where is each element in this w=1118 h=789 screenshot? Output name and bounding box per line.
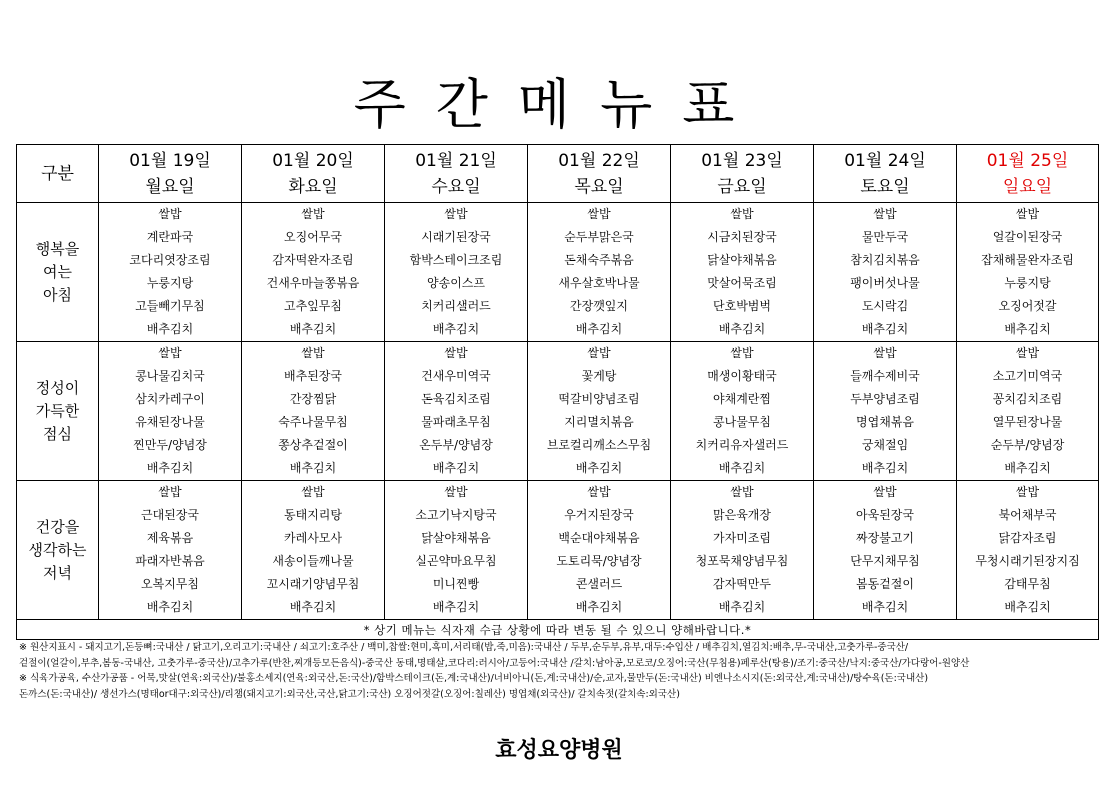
menu-cell: [242, 342, 385, 481]
menu-item: 감자떡만두: [713, 577, 771, 591]
day-header: [242, 145, 385, 203]
menu-item: 두부양념조림: [850, 392, 920, 406]
menu-body: [17, 203, 1099, 620]
day-weekday: 화요일: [288, 176, 338, 197]
day-weekday: 수요일: [431, 176, 481, 197]
menu-cell: [99, 203, 242, 342]
menu-item: 꽁치김치조림: [992, 392, 1063, 406]
menu-item: 쌀밥: [158, 207, 182, 221]
menu-item: 쌀밥: [587, 485, 611, 499]
menu-item: 오징어무국: [284, 230, 342, 244]
menu-item: 감자떡완자조림: [272, 253, 354, 267]
menu-item: 소고기낙지탕국: [415, 508, 497, 522]
day-weekday: 월요일: [145, 176, 195, 197]
menu-item: 명엽채볶음: [856, 415, 914, 429]
menu-item: 물파래초무침: [421, 415, 491, 429]
menu-item: 쌀밥: [1015, 346, 1040, 360]
menu-item: 무청시래기된장지짐: [975, 554, 1080, 568]
menu-item: 쌀밥: [730, 485, 754, 499]
menu-item: 새우살호박나물: [558, 276, 640, 290]
menu-item: 오징어젓갈: [998, 299, 1057, 313]
menu-item: 지리멸치볶음: [564, 415, 634, 429]
menu-item: 누룽지탕: [146, 276, 194, 290]
day-date: 01월 19일: [129, 150, 211, 171]
menu-item: 단무지채무침: [850, 554, 920, 568]
menu-item: 삼치카레구이: [135, 392, 205, 406]
menu-item: 파래자반볶음: [135, 554, 205, 568]
menu-cell: [671, 481, 814, 620]
category-header: 구분: [17, 145, 99, 203]
menu-item: 야채계란찜: [713, 392, 771, 406]
menu-item: 콩나물김치국: [135, 369, 205, 383]
menu-item: 떡갈비양념조림: [558, 392, 640, 406]
menu-item: 누룽지탕: [1004, 276, 1051, 290]
menu-item: 배추김치: [718, 322, 766, 336]
menu-item: 배추김치: [861, 322, 909, 336]
notice-text: * 상기 메뉴는 식자재 수급 상황에 따라 변동 될 수 있으니 양해바랍니다.*: [17, 620, 1099, 640]
menu-item: 잡채해물완자조림: [981, 253, 1074, 267]
menu-item: 짜장불고기: [856, 531, 914, 545]
menu-item: 코다리엿장조림: [129, 253, 211, 267]
day-date: 01월 23일: [701, 150, 783, 171]
menu-cell: [957, 203, 1099, 342]
menu-item: 열무된장나물: [992, 415, 1063, 429]
weekly-menu-table: [16, 144, 1099, 640]
menu-item: 배추김치: [575, 322, 623, 336]
menu-cell: [957, 342, 1099, 481]
meal-row: [17, 203, 1099, 342]
menu-item: 시래기된장국: [421, 230, 491, 244]
menu-cell: [671, 342, 814, 481]
menu-item: 꽃게탕: [581, 369, 617, 383]
menu-item: 배추김치: [146, 461, 194, 475]
menu-item: 쌀밥: [1015, 207, 1040, 221]
menu-item: 단호박범벅: [713, 299, 771, 313]
meal-label-line: 행복을: [35, 239, 80, 258]
menu-item: 돈육김치조림: [421, 392, 491, 406]
menu-cell: [528, 481, 671, 620]
menu-cell: [385, 481, 528, 620]
hospital-name: 효성요양병원: [495, 738, 623, 763]
menu-item: 배추김치: [432, 600, 480, 614]
header-row: [17, 145, 1099, 203]
menu-item: 배추김치: [432, 322, 480, 336]
menu-item: 찐만두/양념장: [133, 438, 207, 452]
meal-label-line: 저녁: [43, 563, 72, 582]
origin-note-line: 겉절이(얼갈이,부추,봄동-국내산, 고춧가루-중국산)/고추가루(반찬,찌개등모든음식)-중국산 동태,명태살,코다리:러시아/고등어:국내산 /갈치:남아공,모로코/오징어:국산(무침용)페루산(탕용)/조기:중국산/낙지:중국산/가다랑어-원양산: [19, 657, 970, 669]
menu-item: 쌀밥: [873, 207, 897, 221]
menu-item: 쌀밥: [444, 485, 468, 499]
menu-item: 오복지무침: [141, 577, 199, 591]
meal-label-line: 정성이: [35, 378, 80, 397]
menu-item: 쌀밥: [301, 485, 325, 499]
menu-item: 콘샐러드: [575, 577, 623, 591]
day-weekday: 목요일: [574, 176, 624, 197]
menu-item: 청포묵채양념무침: [695, 554, 789, 568]
menu-item: 봄동겉절이: [856, 577, 914, 591]
menu-item: 배추김치: [861, 461, 909, 475]
menu-item: 북어채부국: [998, 508, 1057, 522]
menu-item: 배추김치: [432, 461, 480, 475]
menu-item: 배추김치: [1004, 322, 1051, 336]
menu-item: 함박스테이크조림: [409, 253, 503, 267]
menu-item: 제육볶음: [146, 531, 194, 545]
menu-item: 동태지리탕: [284, 508, 342, 522]
menu-item: 아욱된장국: [856, 508, 914, 522]
origin-notes: [19, 640, 1099, 702]
day-header: [99, 145, 242, 203]
menu-cell: [814, 203, 957, 342]
menu-item: 배추김치: [1004, 461, 1051, 475]
menu-item: 꼬시래기양념무침: [266, 577, 360, 591]
menu-item: 도토리묵/양념장: [556, 554, 642, 568]
menu-item: 배추김치: [289, 461, 337, 475]
day-date: 01월 22일: [558, 150, 640, 171]
menu-item: 맛살어묵조림: [707, 276, 777, 290]
menu-cell: [99, 342, 242, 481]
meal-label-line: 건강을: [35, 517, 80, 536]
menu-item: 온두부/양념장: [419, 438, 493, 452]
day-date: 01월 24일: [844, 150, 926, 171]
day-date: 01월 20일: [272, 150, 354, 171]
menu-item: 간장찜닭: [289, 392, 337, 406]
menu-item: 간장깻잎지: [570, 299, 628, 313]
menu-item: 쌀밥: [873, 346, 897, 360]
day-header: [385, 145, 528, 203]
menu-item: 콩나물무침: [713, 415, 771, 429]
menu-item: 쌀밥: [730, 346, 754, 360]
menu-item: 실곤약마요무침: [415, 554, 497, 568]
menu-item: 쌀밥: [730, 207, 754, 221]
day-weekday: 토요일: [860, 176, 910, 197]
menu-item: 우거지된장국: [564, 508, 634, 522]
menu-cell: [671, 203, 814, 342]
menu-item: 매생이황태국: [707, 369, 777, 383]
menu-item: 쌀밥: [444, 207, 468, 221]
menu-item: 물만두국: [861, 230, 909, 244]
page-title: 주간메뉴표: [353, 73, 765, 136]
menu-item: 순두부/양념장: [990, 438, 1065, 452]
menu-item: 들깨수제비국: [850, 369, 920, 383]
menu-item: 얼갈이된장국: [992, 230, 1063, 244]
menu-item: 소고기미역국: [992, 369, 1063, 383]
menu-item: 배추김치: [146, 322, 194, 336]
meal-label-line: 점심: [43, 424, 72, 443]
menu-item: 배추김치: [718, 600, 766, 614]
menu-cell: [814, 342, 957, 481]
menu-item: 궁채절임: [861, 438, 909, 452]
origin-note-line: ※ 원산지표시 - 돼지고기,돈등뼈:국내산 / 닭고기,오리고기:국내산 / 쇠고기:호주산 / 백미,찹쌀:현미,흑미,서리태(밥,죽,미음):국내산 / 두부,순두부,유부,대두:수입산 / 배추김치,열김치:배추,무-국내산,고춧가루-중국산/: [19, 642, 909, 653]
meal-label-line: 아침: [43, 285, 72, 304]
menu-item: 배추김치: [289, 322, 337, 336]
menu-item: 감태무침: [1004, 577, 1051, 591]
menu-item: 고추잎무침: [284, 299, 342, 313]
menu-item: 순두부맑은국: [564, 230, 634, 244]
menu-cell: [957, 481, 1099, 620]
menu-item: 고들빼기무침: [135, 299, 205, 313]
menu-item: 돈채숙주볶음: [564, 253, 634, 267]
menu-item: 양송이스프: [427, 276, 485, 290]
menu-item: 닭살야채볶음: [421, 531, 491, 545]
menu-item: 쌀밥: [444, 346, 468, 360]
menu-item: 백순대야채볶음: [558, 531, 640, 545]
day-date: 01월 21일: [415, 150, 497, 171]
menu-item: 배추김치: [861, 600, 909, 614]
meal-label: [17, 342, 99, 481]
menu-item: 참치김치볶음: [850, 253, 920, 267]
menu-item: 건새우미역국: [421, 369, 491, 383]
menu-item: 쌀밥: [158, 346, 182, 360]
menu-cell: [385, 342, 528, 481]
menu-item: 쌀밥: [158, 485, 182, 499]
menu-item: 맑은육개장: [713, 508, 771, 522]
menu-item: 닭감자조림: [998, 531, 1057, 545]
menu-item: 카레사모사: [284, 531, 342, 545]
menu-cell: [814, 481, 957, 620]
menu-item: 건새우마늘쫑볶음: [266, 276, 360, 290]
menu-item: 쌀밥: [873, 485, 897, 499]
menu-item: 새송이들깨나물: [272, 554, 354, 568]
menu-item: 팽이버섯나물: [850, 276, 920, 290]
menu-item: 배추김치: [146, 600, 194, 614]
day-weekday: 금요일: [717, 176, 767, 197]
menu-item: 닭살야채볶음: [707, 253, 777, 267]
menu-item: 배추김치: [1004, 600, 1051, 614]
menu-cell: [242, 203, 385, 342]
meal-label: [17, 203, 99, 342]
menu-item: 배추김치: [718, 461, 766, 475]
menu-item: 브로컬리깨소스무침: [546, 438, 652, 452]
meal-label-line: 가득한: [35, 401, 80, 420]
menu-item: 배추된장국: [284, 369, 342, 383]
menu-cell: [528, 342, 671, 481]
meal-label-line: 생각하는: [28, 540, 87, 559]
menu-item: 치커리유자샐러드: [695, 438, 789, 452]
menu-item: 치커리샐러드: [421, 299, 491, 313]
menu-item: 가자미조림: [713, 531, 771, 545]
menu-cell: [242, 481, 385, 620]
menu-item: 쌀밥: [301, 346, 325, 360]
menu-item: 도시락김: [861, 299, 909, 313]
origin-note-line: 돈까스(돈:국내산)/ 생선가스(명태or대구:외국산)/리챔(돼지고기:외국산,국산,닭고기:국산) 오징어젓갈(오징어:칠레산) 명엽채(외국산)/ 갈치속젓(갈치속:외국산): [19, 688, 680, 700]
menu-item: 쌀밥: [587, 346, 611, 360]
menu-item: 쌀밥: [301, 207, 325, 221]
day-weekday: 일요일: [1002, 176, 1053, 197]
day-header: [957, 145, 1099, 203]
menu-item: 배추김치: [575, 600, 623, 614]
menu-item: 배추김치: [289, 600, 337, 614]
menu-item: 숙주나물무침: [278, 415, 348, 429]
menu-item: 유채된장나물: [135, 415, 205, 429]
menu-cell: [99, 481, 242, 620]
menu-item: 미니찐빵: [432, 577, 480, 591]
menu-item: 쌀밥: [587, 207, 611, 221]
meal-row: [17, 481, 1099, 620]
menu-item: 계란파국: [146, 230, 194, 244]
day-date: 01월 25일: [986, 150, 1069, 171]
menu-cell: [528, 203, 671, 342]
menu-cell: [385, 203, 528, 342]
meal-label-line: 여는: [43, 262, 72, 281]
menu-item: 근대된장국: [141, 508, 199, 522]
menu-item: 쌀밥: [1015, 485, 1040, 499]
meal-row: [17, 342, 1099, 481]
day-header: [671, 145, 814, 203]
menu-item: 쫑상추겉절이: [278, 438, 348, 452]
day-header: [814, 145, 957, 203]
menu-item: 시금치된장국: [707, 230, 777, 244]
menu-item: 배추김치: [575, 461, 623, 475]
meal-label: [17, 481, 99, 620]
origin-note-line: ※ 식육가공육, 수산가공품 - 어묵,맛살(연육:외국산)/불홍소세지(연육:외국산,돈:국산)/함박스테이크(돈,계:국내산)/너비아니(돈,계:국내산)/순,교자,물만두(돈:국내산) 비엔나소시지(돈:외국산,계:국내산)/탕수육(돈:국내산): [19, 673, 929, 684]
day-header: [528, 145, 671, 203]
